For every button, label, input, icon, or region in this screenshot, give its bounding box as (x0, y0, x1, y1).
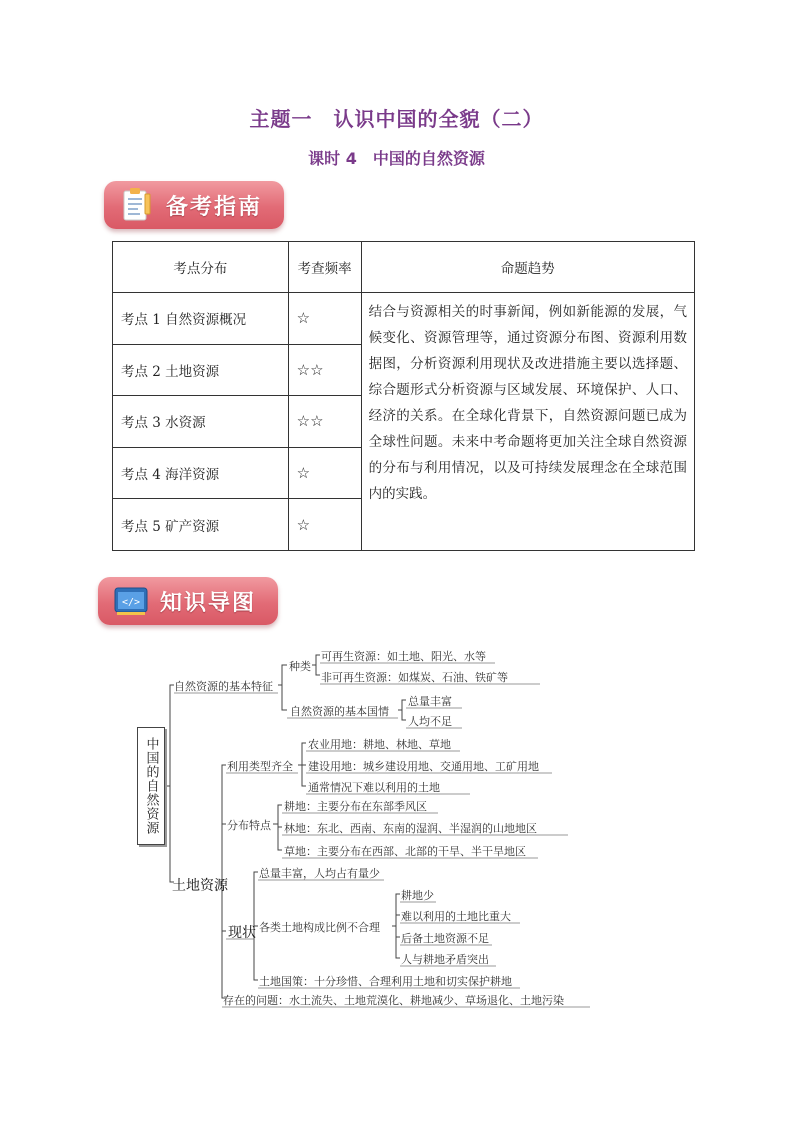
node-r2: 难以利用的土地比重大 (401, 910, 511, 923)
node-ratio: 各类土地构成比例不合理 (259, 921, 380, 934)
node-national: 自然资源的基本国情 (290, 705, 389, 718)
node-total-rich: 总量丰富 (408, 695, 452, 708)
node-problems: 存在的问题：水土流失、土地荒漠化、耕地减少、草场退化、土地污染 (223, 994, 564, 1007)
freq-cell: ☆☆ (288, 344, 361, 396)
point-cell: 考点 1 自然资源概况 (113, 293, 289, 345)
node-construction: 建设用地：城乡建设用地、交通用地、工矿用地 (308, 760, 539, 773)
node-agri: 农业用地：耕地、林地、草地 (308, 738, 451, 751)
trend-cell: 结合与资源相关的时事新闻，例如新能源的发展，气候变化、资源管理等，通过资源分布图、资源利用数据图，分析资源利用现状及改进措施主要以选择题、综合题形式分析资源与区域发展、环境保护、人口、经济的关系。在全球化背景下，自然资源问题已成为全球性问题。未来中考命题将更加关注全球自然资源的分布与利用情况，以及可持续发展理念在全球范围内的实践。 (361, 293, 694, 551)
mind-map-root: 中国的自然资源 (137, 727, 165, 845)
node-hard: 通常情况下难以利用的土地 (308, 781, 440, 794)
clipboard-icon (120, 187, 154, 223)
header-trend: 命题趋势 (361, 242, 694, 293)
point-cell: 考点 2 土地资源 (113, 344, 289, 396)
node-distribution: 分布特点 (227, 819, 271, 832)
point-cell: 考点 5 矿产资源 (113, 499, 289, 551)
page-title: 主题一 认识中国的全貌（二） (249, 107, 544, 131)
node-r1: 耕地少 (401, 889, 434, 902)
mindmap-banner-label: 知识导图 (160, 590, 257, 616)
node-basic-features: 自然资源的基本特征 (174, 680, 273, 693)
freq-cell: ☆☆ (288, 396, 361, 448)
freq-cell: ☆ (288, 447, 361, 499)
node-kinds: 种类 (289, 660, 311, 673)
svg-text:</>: </> (121, 597, 141, 608)
code-screen-icon (114, 583, 148, 619)
node-forest: 林地：东北、西南、东南的湿润、半湿润的山地地区 (284, 822, 537, 835)
header-point: 考点分布 (113, 242, 289, 293)
node-types: 利用类型齐全 (227, 760, 293, 773)
node-r4: 人与耕地矛盾突出 (401, 953, 489, 966)
freq-cell: ☆ (288, 293, 361, 345)
table-row (113, 293, 695, 345)
node-grass: 草地：主要分布在西部、北部的干旱、半干旱地区 (284, 845, 526, 858)
lesson-subtitle: 课时 4 中国的自然资源 (308, 149, 485, 168)
node-total-per-capita: 总量丰富，人均占有量少 (259, 867, 380, 880)
node-land: 土地资源 (172, 878, 228, 894)
node-cropland: 耕地：主要分布在东部季风区 (284, 800, 427, 813)
guide-banner-label: 备考指南 (166, 194, 263, 220)
node-policy: 土地国策：十分珍惜、合理利用土地和切实保护耕地 (259, 975, 512, 988)
node-status: 现状 (228, 925, 256, 941)
node-r3: 后备土地资源不足 (401, 932, 489, 945)
freq-cell: ☆ (288, 499, 361, 551)
table-header-row (113, 242, 695, 293)
exam-table (112, 241, 695, 551)
node-nonrenewable: 非可再生资源：如煤炭、石油、铁矿等 (321, 671, 508, 684)
guide-banner (104, 181, 284, 229)
mindmap-banner (98, 577, 278, 625)
node-renewable: 可再生资源：如土地、阳光、水等 (321, 650, 486, 663)
mind-map (0, 630, 793, 1020)
point-cell: 考点 3 水资源 (113, 396, 289, 448)
node-per-capita: 人均不足 (408, 715, 452, 728)
header-frequency: 考查频率 (288, 242, 361, 293)
point-cell: 考点 4 海洋资源 (113, 447, 289, 499)
